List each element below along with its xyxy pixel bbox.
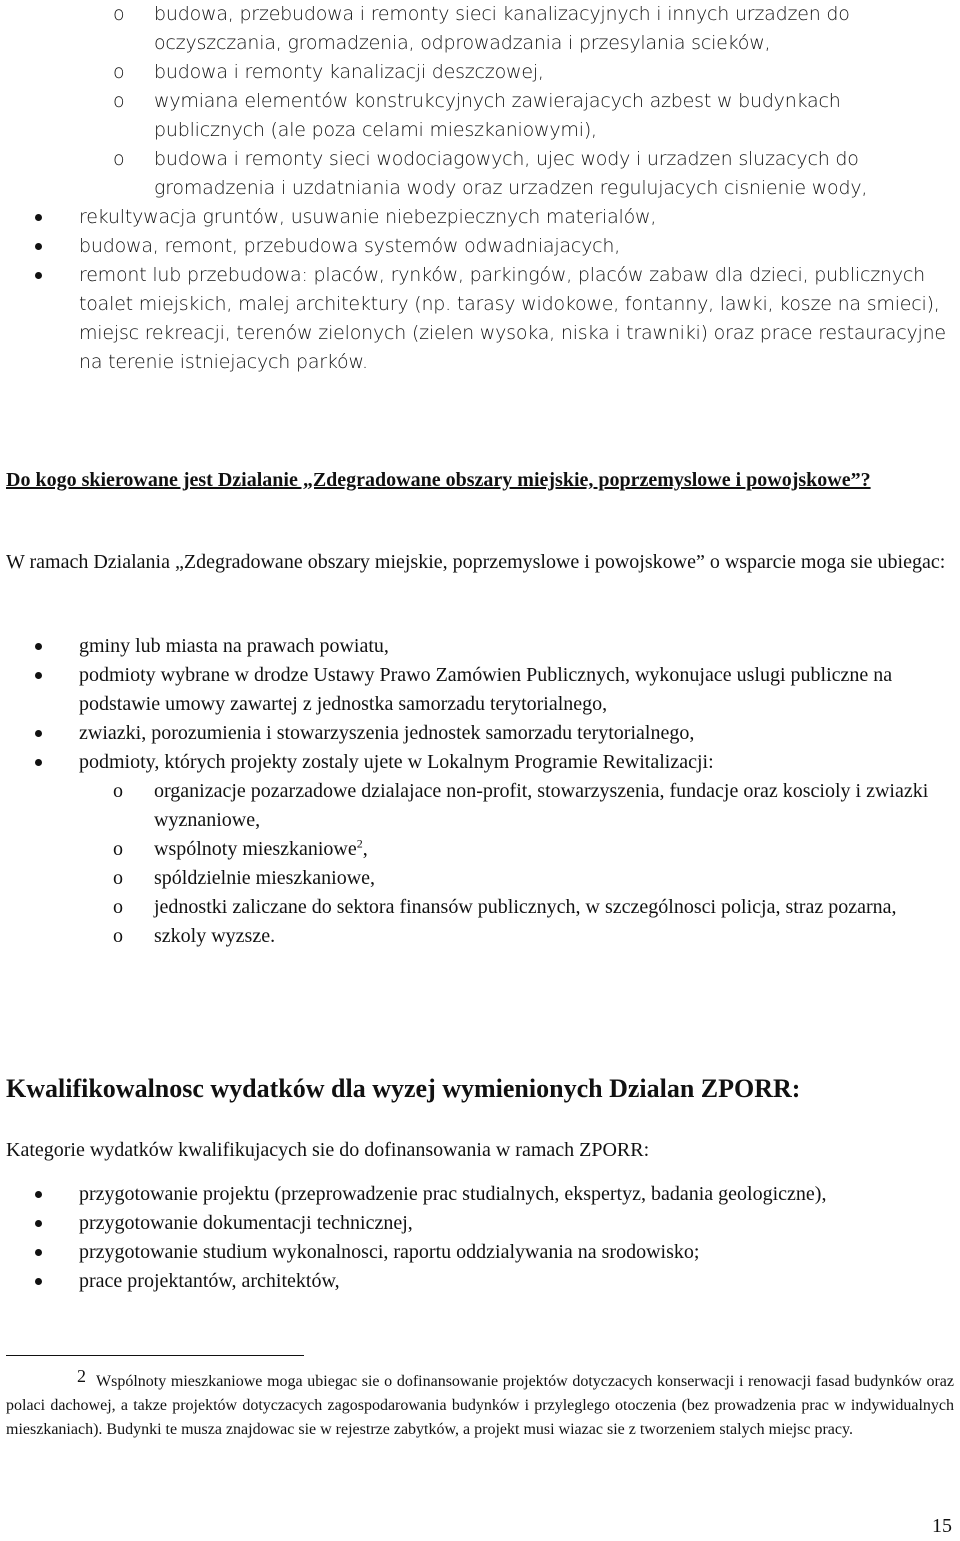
list-item-suffix: , — [362, 838, 368, 860]
section1-intro: W ramach Dzialania „Zdegradowane obszary miejskie, poprzemyslowe i powojskowe” o wsparcie moga sie ubiegac: — [6, 551, 946, 573]
list-item: o budowa i remonty sieci wodociagowych, ujec wody i urzadzen sluzacych do gromadzenia i uzdatniania wody oraz urzadzen regulujacych cisnienie wody, — [6, 145, 954, 203]
list-item: podmioty wybrane w drodze Ustawy Prawo Zamówien Publicznych, wykonujace uslugi publiczne na podstawie umowy zawartej z jednostka samorzadu terytorialnego, — [6, 661, 954, 719]
top-sub-list — [6, 0, 954, 203]
list-item: przygotowanie studium wykonalnosci, raportu oddzialywania na srodowisko; — [6, 1238, 954, 1267]
list-item: o wymiana elementów konstrukcyjnych zawierajacych azbest w budynkach publicznych (ale poza celami mieszkaniowymi), — [6, 87, 954, 145]
list-item-text: wspólnoty mieszkaniowe — [154, 838, 357, 860]
list-item: o budowa i remonty kanalizacji deszczowej, — [6, 58, 954, 87]
list-item: remont lub przebudowa: placów, rynków, parkingów, placów zabaw dla dzieci, publicznych toalet miejskich, malej architektury (np. tarasy widokowe, fontanny, lawki, kosze na smieci), miejsc rekreacji, terenów zielonych (zielen wysoka, niska i trawniki) oraz prace restauracyjne na terenie istniejacych parków. — [6, 261, 954, 377]
section1-bullet-list-block — [6, 632, 954, 951]
section1-heading: Do kogo skierowane jest Dzialanie „Zdegradowane obszary miejskie, poprzemyslowe i powojskowe”? — [6, 469, 871, 491]
list-item: prace projektantów, architektów, — [6, 1267, 954, 1296]
list-item: zwiazki, porozumienia i stowarzyszenia jednostek samorzadu terytorialnego, — [6, 719, 954, 748]
section2-bullet-list — [6, 1180, 954, 1296]
section2-heading: Kwalifikowalnosc wydatków dla wyzej wymienionych Dzialan ZPORR: — [6, 1074, 801, 1103]
top-bullet-list-block — [6, 203, 954, 377]
list-item: o organizacje pozarzadowe dzialajace non-profit, stowarzyszenia, fundacje oraz koscioly i zwiazki wyznaniowe, — [6, 777, 954, 835]
footnote-reference: 2 — [356, 836, 363, 851]
footnote-number: 2 — [77, 1366, 86, 1386]
section2-intro: Kategorie wydatków kwalifikujacych sie do dofinansowania w ramach ZPORR: — [6, 1139, 650, 1161]
page-number: 15 — [932, 1515, 952, 1537]
list-item: budowa, remont, przebudowa systemów odwadniajacych, — [6, 232, 954, 261]
list-item: rekultywacja gruntów, usuwanie niebezpiecznych materialów, — [6, 203, 954, 232]
section1-bullet-list — [6, 632, 954, 777]
top-sub-list-block — [6, 0, 954, 203]
footnote-text: Wspólnoty mieszkaniowe moga ubiegac sie o dofinansowanie projektów dotyczacych konserwacji i renowacji fasad budynków oraz polaci dachowej, a takze projektów dotyczacych zagospodarowania budynków i przyleglego otoczenia (bez prowadzenia prac w indywidualnych mieszkaniach). Budynki te musza znajdowac sie w rejestrze zabytków, a projekt musi wiazac sie z tworzeniem stalych miejsc pracy. — [6, 1373, 954, 1438]
list-item: gminy lub miasta na prawach powiatu, — [6, 632, 954, 661]
list-item: o szkoly wyzsze. — [6, 922, 954, 951]
footnote-separator — [6, 1355, 304, 1356]
section1-sub-list — [6, 777, 954, 951]
section2-bullet-list-block — [6, 1180, 954, 1296]
top-bullet-list — [6, 203, 954, 377]
list-item: o jednostki zaliczane do sektora finansów publicznych, w szczególnosci policja, straz pozarna, — [6, 893, 954, 922]
list-item: przygotowanie projektu (przeprowadzenie prac studialnych, ekspertyz, badania geologiczne), — [6, 1180, 954, 1209]
list-item — [6, 835, 954, 864]
list-item: przygotowanie dokumentacji technicznej, — [6, 1209, 954, 1238]
list-item: o spóldzielnie mieszkaniowe, — [6, 864, 954, 893]
footnote — [6, 1364, 954, 1442]
list-item: o budowa, przebudowa i remonty sieci kanalizacyjnych i innych urzadzen do oczyszczania, gromadzenia, odprowadzania i przesylania scieków, — [6, 0, 954, 58]
list-item: podmioty, których projekty zostaly ujete w Lokalnym Programie Rewitalizacji: — [6, 748, 954, 777]
